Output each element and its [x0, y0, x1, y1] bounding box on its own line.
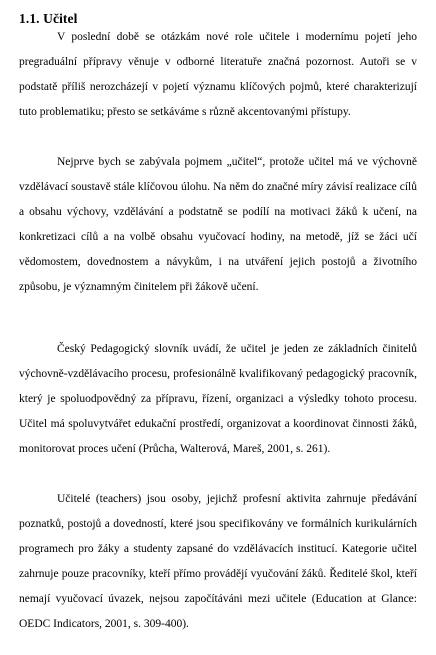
paragraph-3: Český Pedagogický slovník uvádí, že učitel je jeden ze základních činitelů výchovně-vzdělávacího procesu, profesionálně kvalifikovaný pedagogický pracovník, který je spoluodpovědný za přípravu, řízení, organizaci a výsledky tohoto procesu. Učitel má spoluvytvářet edukační prostředí, organizovat a koordinovat činnosti žáků, monitorovat proces učení (Průcha, Walterová, Mareš, 2001, s. 261). [19, 343, 417, 456]
paragraph-2: Nejprve bych se zabývala pojmem „učitel“, protože učitel má ve výchovně vzdělávací soustavě stále klíčovou úlohu. Na něm do značné míry závisí realizace cílů a obsahu výchovy, vzdělávání a podstatně se podílí na motivaci žáků k učení, na konkretizaci cílů a na volbě obsahu vyučovací hodiny, na metodě, jíž se žáci učí vědomostem, dovednostem a návykům, i na utváření jejich postojů a životního způsobu, je významným činitelem při žákově učení. [19, 156, 417, 294]
paragraph-4: Učitelé (teachers) jsou osoby, jejichž profesní aktivita zahrnuje předávání poznatků, postojů a dovedností, které jsou specifikovány ve formálních kurikulárních programech pro žáky a studenty zapsané do vzdělávacích institucí. Kategorie učitel zahrnuje pouze pracovníky, kteří přímo provádějí vyučování žáků. Ředitelé škol, kteří nemají vyučovací úvazek, nejsou započítáváni mezi učitele (Education at Glance: OEDC Indicators, 2001, s. 309-400). [19, 493, 417, 631]
section-heading: 1.1. Učitel [19, 11, 78, 26]
paragraph-1: V poslední době se otázkám nové role učitele i modernímu pojetí jeho pregraduální přípravy věnuje v odborné literatuře značná pozornost. Autoři se v podstatě příliš nerozcházejí v pojetí významu klíčových pojmů, které charakterizují tuto problematiku; přesto se setkáváme s různě akcentovanými přístupy. [19, 31, 417, 119]
